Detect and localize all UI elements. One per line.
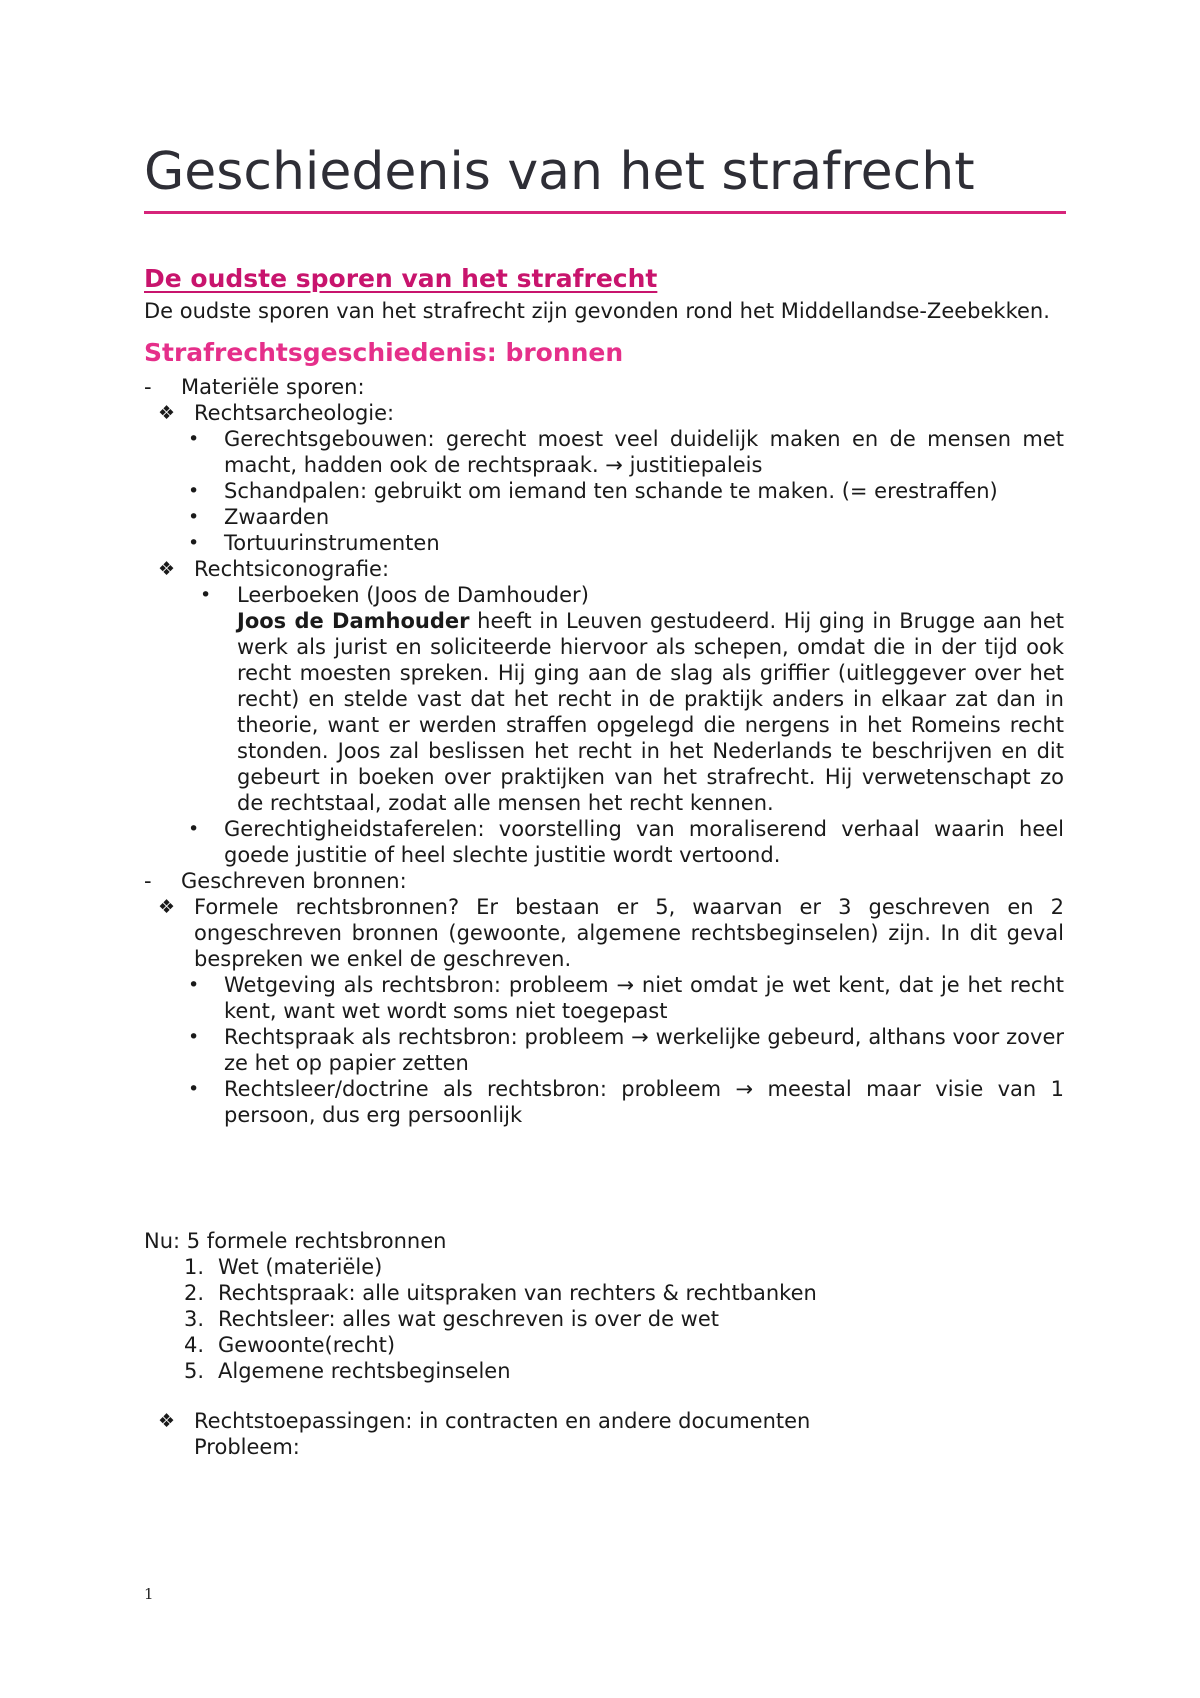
document-title: Geschiedenis van het strafrecht	[144, 142, 975, 202]
numbered-item: 1. Wet (materiële)	[184, 1255, 383, 1279]
probleem-label: Probleem:	[194, 1435, 300, 1459]
bullet-icon: •	[188, 1026, 200, 1048]
list-item-tortuurinstrumenten: • Tortuurinstrumenten	[188, 531, 440, 555]
list-item-leerboeken: • Leerboeken (Joos de Damhouder) Joos de Damhouder heeft in Leuven gestudeerd. Hij ging in Brugge aan het werk als jurist en soliciteerde hiervoor als schepen, omdat die in der tijd ook recht moesten spreken. Hij ging aan de slag als griffier (uitleggever over het recht) en stelde vast dat het recht in de praktijk anders in elkaar zat dan in theorie, want er werden straffen opgelegd die nergens in het Romeins recht stonden. Joos zal beslissen het recht in het Nederlands te beschrijven en dit gebeurt in boeken over praktijken van het strafrecht. Hij verwetenschapt zo de rechtstaal, zodat alle mensen het recht kennen.	[200, 583, 1064, 815]
bullet-icon: •	[200, 584, 212, 606]
bullet-icon: •	[188, 506, 200, 528]
bullet-icon: •	[188, 532, 200, 554]
diamond-bullet-icon: ❖	[158, 1410, 176, 1432]
list-item-gerechtigheidstaferelen: • Gerechtigheidstaferelen: voorstelling van moraliserend verhaal waarin heel goede justitie of heel slechte justitie wordt vertoond.	[188, 817, 1064, 867]
page-number: 1	[144, 1585, 154, 1603]
list-item-rechtsiconografie: ❖ Rechtsiconografie:	[158, 557, 390, 581]
numbered-item: 2. Rechtspraak: alle uitspraken van rechters & rechtbanken	[184, 1281, 817, 1305]
list-number: 3.	[184, 1307, 205, 1331]
dash-marker: -	[144, 869, 152, 893]
section-heading-oudste-sporen: De oudste sporen van het strafrecht	[144, 264, 658, 293]
title-divider	[144, 211, 1066, 214]
bullet-icon: •	[188, 480, 200, 502]
bullet-icon: •	[188, 974, 200, 996]
dash-marker: -	[144, 375, 152, 399]
diamond-bullet-icon: ❖	[158, 896, 176, 918]
list-item-gerechtsgebouwen: • Gerechtsgebouwen: gerecht moest veel duidelijk maken en de mensen met macht, hadden ook de rechtspraak. → justitiepaleis	[188, 427, 1064, 477]
oudste-sporen-paragraph: De oudste sporen van het strafrecht zijn gevonden rond het Middellandse-Zeebekken.	[144, 299, 1050, 323]
document-body	[144, 262, 1064, 1460]
damhouder-paragraph: Joos de Damhouder heeft in Leuven gestudeerd. Hij ging in Brugge aan het werk als jurist en soliciteerde hiervoor als schepen, omdat die in der tijd ook recht moesten spreken. Hij ging aan de slag als griffier (uitleggever over het recht) en stelde vast dat het recht in de praktijk anders in elkaar zat dan in theorie, want er werden straffen opgelegd die nergens in het Romeins recht stonden. Joos zal beslissen het recht in het Nederlands te beschrijven en dit gebeurt in boeken over praktijken van het strafrecht. Hij verwetenschapt zo de rechtstaal, zodat alle mensen het recht kennen.	[237, 609, 1064, 815]
diamond-bullet-icon: ❖	[158, 558, 176, 580]
list-number: 4.	[184, 1333, 205, 1357]
numbered-item: 4. Gewoonte(recht)	[184, 1333, 396, 1357]
list-number: 5.	[184, 1359, 205, 1383]
list-number: 2.	[184, 1281, 205, 1305]
list-item-zwaarden: • Zwaarden	[188, 505, 330, 529]
list-item-rechtsarcheologie: ❖ Rechtsarcheologie:	[158, 401, 395, 425]
list-item-rechtsleer: • Rechtsleer/doctrine als rechtsbron: probleem → meestal maar visie van 1 persoon, dus erg persoonlijk	[188, 1077, 1064, 1127]
list-item-geschreven-bronnen: - Geschreven bronnen:	[144, 869, 407, 893]
diamond-bullet-icon: ❖	[158, 402, 176, 424]
list-item-wetgeving: • Wetgeving als rechtsbron: probleem → niet omdat je wet kent, dat je het recht kent, want wet wordt soms niet toegepast	[188, 973, 1064, 1023]
list-item-formele-rechtsbronnen: ❖ Formele rechtsbronnen? Er bestaan er 5, waarvan er 3 geschreven en 2 ongeschreven bronnen (gewoonte, algemene rechtsbeginselen) zijn. In dit geval bespreken we enkel de geschreven.	[158, 895, 1064, 971]
numbered-item: 5. Algemene rechtsbeginselen	[184, 1359, 511, 1383]
list-item-rechtstoepassingen: ❖ Rechtstoepassingen: in contracten en andere documenten Probleem:	[144, 1408, 1064, 1460]
list-item-schandpalen: • Schandpalen: gebruikt om iemand ten schande te maken. (= erestraffen)	[188, 479, 998, 503]
numbered-item: 3. Rechtsleer: alles wat geschreven is over de wet	[184, 1307, 719, 1331]
list-item-rechtspraak: • Rechtspraak als rechtsbron: probleem → werkelijke gebeurd, althans voor zover ze het op papier zetten	[188, 1025, 1064, 1075]
bullet-icon: •	[188, 818, 200, 840]
list-item-materiele-sporen: - Materiële sporen:	[144, 375, 365, 399]
list-number: 1.	[184, 1255, 205, 1279]
section-heading-bronnen: Strafrechtsgeschiedenis: bronnen	[144, 338, 624, 367]
bullet-icon: •	[188, 1078, 200, 1100]
formele-rechtsbronnen-intro: Nu: 5 formele rechtsbronnen	[144, 1229, 447, 1253]
damhouder-name: Joos de Damhouder	[237, 609, 470, 633]
bullet-icon: •	[188, 428, 200, 450]
